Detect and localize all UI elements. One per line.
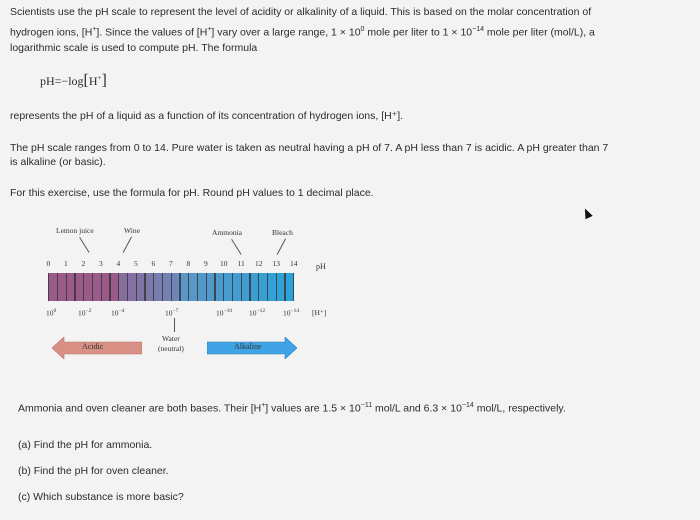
bar-tick: [144, 273, 145, 301]
ph-formula: pH=−log[H+]: [40, 72, 107, 89]
pointer-wine: [123, 237, 132, 253]
ph-number: 12: [255, 259, 263, 268]
pointer-bleach: [277, 239, 286, 255]
bar-tick: [179, 273, 180, 301]
bar-tick: [92, 273, 93, 301]
bar-tick: [197, 273, 198, 301]
bar-tick: [127, 273, 128, 301]
concentration-label: $10^{-12}$: [249, 308, 266, 318]
label-ammonia: Ammonia: [212, 228, 242, 237]
label-acidic: Acidic: [82, 342, 104, 351]
bar-tick: [57, 273, 58, 301]
label-water: Water: [162, 334, 180, 343]
mouse-cursor-icon: [581, 207, 592, 219]
bar-tick: [276, 273, 277, 301]
concentration-label: $10^{-4}$: [111, 308, 125, 318]
concentration-label: $10^{-10}$: [216, 308, 233, 318]
bar-tick: [188, 273, 189, 301]
bar-tick: [223, 273, 224, 301]
represents-text: represents the pH of a liquid as a function of its concentration of hydrogen ions, [H⁺].: [10, 110, 404, 122]
ph-number: 11: [237, 259, 245, 268]
ph-number: 8: [186, 259, 191, 268]
label-lemon-juice: Lemon juice: [56, 226, 94, 235]
range-line-2: is alkaline (or basic).: [10, 156, 106, 168]
intro-line-2: hydrogen ions, [H+]. Since the values of [H+] vary over a large range, $1 \times 10^0$ mole per liter to $1 \times 10^{-14}$ mole per liter (mol/L), a: [10, 26, 595, 39]
ph-number: 2: [81, 259, 86, 268]
bar-tick: [48, 273, 49, 301]
ph-color-bar: [48, 273, 294, 301]
ph-number: 13: [272, 259, 280, 268]
ph-number: 1: [64, 259, 68, 268]
question-c: (c) Which substance is more basic?: [18, 491, 184, 503]
ph-number: 9: [204, 259, 208, 268]
intro-line-1: Scientists use the pH scale to represent the level of acidity or alkalinity of a liquid. This is based on the molar concentration of: [10, 6, 592, 18]
bar-tick: [241, 273, 242, 301]
pointer-lemon: [79, 237, 89, 253]
ph-number: 0: [46, 259, 51, 268]
bar-tick: [206, 273, 207, 301]
ph-number: 7: [169, 259, 173, 268]
bar-tick: [83, 273, 84, 301]
label-neutral: (neutral): [158, 344, 184, 353]
concentration-label: $10^{-7}$: [165, 308, 179, 318]
ph-number: 4: [116, 259, 121, 268]
bar-tick: [118, 273, 119, 301]
bar-tick: [293, 273, 294, 301]
question-b: (b) Find the pH for oven cleaner.: [18, 465, 169, 477]
ph-number: 3: [99, 259, 103, 268]
ph-number: 10: [220, 259, 228, 268]
label-bleach: Bleach: [272, 228, 293, 237]
water-marker-line: [174, 318, 175, 332]
label-alkaline: Alkaline: [234, 342, 262, 351]
pointer-ammonia: [231, 239, 241, 255]
range-line-1: The pH scale ranges from 0 to 14. Pure water is taken as neutral having a pH of 7. A pH less than 7 is acidic. A pH greater than 7: [10, 142, 609, 154]
ph-axis-label: pH: [316, 262, 326, 271]
bar-tick: [74, 273, 75, 301]
bar-tick: [136, 273, 137, 301]
bar-tick: [267, 273, 268, 301]
ph-number: 5: [134, 259, 138, 268]
h-concentration-label: [H⁺]: [312, 308, 327, 317]
ph-number: 14: [290, 259, 298, 268]
bar-tick: [101, 273, 102, 301]
bar-tick: [109, 273, 110, 301]
bar-tick: [249, 273, 250, 301]
bases-statement: Ammonia and oven cleaner are both bases. Their [H+] values are $1.5 \times 10^{-11}$ mol/L and $6.3 \times 10^{-14}$ mol/L, respectively.: [18, 402, 566, 415]
bar-tick: [284, 273, 285, 301]
bar-tick: [258, 273, 259, 301]
concentration-label: $10^0$: [46, 308, 57, 318]
bar-tick: [171, 273, 172, 301]
question-a: (a) Find the pH for ammonia.: [18, 439, 153, 451]
bar-tick: [214, 273, 215, 301]
bar-tick: [162, 273, 163, 301]
intro-line-3: logarithmic scale is used to compute pH. The formula: [10, 42, 258, 54]
bar-tick: [232, 273, 233, 301]
concentration-label: $10^{-2}$: [78, 308, 92, 318]
concentration-label: $10^{-14}$: [283, 308, 300, 318]
ph-number: 6: [151, 259, 156, 268]
bar-tick: [153, 273, 154, 301]
exercise-instruction: For this exercise, use the formula for pH. Round pH values to 1 decimal place.: [10, 187, 374, 199]
label-wine: Wine: [124, 226, 140, 235]
bar-tick: [66, 273, 67, 301]
